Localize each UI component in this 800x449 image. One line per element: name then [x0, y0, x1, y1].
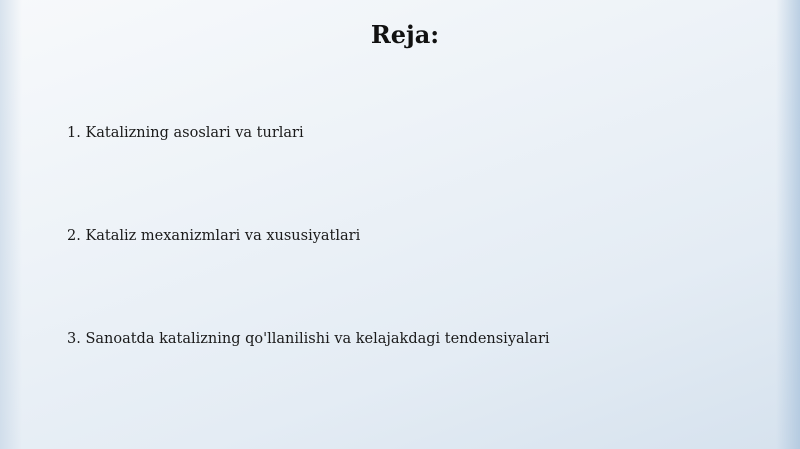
plan-item-3: 3. Sanoatda katalizning qo'llanilishi va kelajakdagi tendensiyalari [67, 331, 550, 347]
plan-item-2: 2. Kataliz mexanizmlari va xususiyatlari [67, 228, 361, 244]
slide-title: Reja: [370, 20, 440, 49]
slide-right-shade [776, 0, 800, 449]
slide-left-shade [0, 0, 22, 449]
plan-item-1: 1. Katalizning asoslari va turlari [67, 125, 304, 141]
